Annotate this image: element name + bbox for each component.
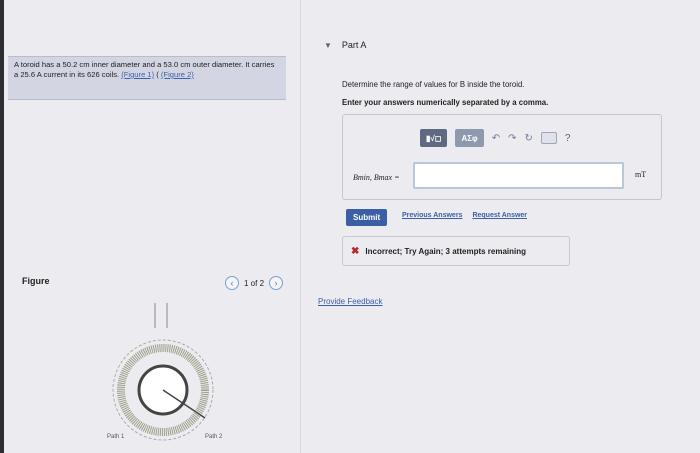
figure-2-link[interactable]: (Figure 2): [160, 70, 194, 79]
status-text: Incorrect; Try Again; 3 attempts remaining: [365, 246, 527, 256]
previous-answers-link[interactable]: Previous Answers: [402, 212, 463, 219]
question-text: Determine the range of values for B inside the toroid.: [342, 80, 525, 89]
submit-button[interactable]: Submit: [346, 209, 387, 226]
path-1-label: Path 1: [107, 434, 125, 440]
panel-divider: [300, 0, 301, 453]
part-title: Part A: [341, 40, 367, 50]
window-edge: [0, 0, 4, 453]
template-button[interactable]: ▮√◻: [420, 129, 447, 147]
incorrect-x-icon: ✖: [351, 245, 360, 257]
problem-text: A toroid has a 50.2 cm inner diameter and a 53.0 cm outer diameter. It carries a 25.6 A current in its 626 coils.: [14, 60, 275, 79]
chevron-left-icon[interactable]: ‹: [225, 276, 239, 290]
toroid-figure: [85, 298, 255, 448]
figure-1-link[interactable]: (Figure 1): [121, 70, 155, 79]
figure-label: Figure: [22, 276, 50, 286]
chevron-right-icon[interactable]: ›: [269, 276, 283, 290]
status-message: [342, 236, 570, 266]
instruction-text: Enter your answers numerically separated by a comma.: [342, 98, 549, 107]
answer-links: [402, 212, 527, 219]
answer-box: [342, 114, 662, 200]
symbols-button[interactable]: ΑΣφ: [455, 129, 483, 147]
collapse-triangle-icon[interactable]: ▼: [324, 40, 332, 50]
problem-statement: A toroid has a 50.2 cm inner diameter and a 53.0 cm outer diameter. It carries a 25.6 A current in its 626 coils. (Figure 1) ( (Figure 2): [8, 56, 286, 100]
answer-label: Bmin, Bmax =: [353, 173, 400, 182]
part-a-header[interactable]: [324, 40, 366, 50]
request-answer-link[interactable]: Request Answer: [472, 212, 528, 219]
math-toolbar: [420, 129, 570, 147]
answer-input[interactable]: [413, 162, 624, 189]
pager-text: 1 of 2: [244, 278, 265, 288]
help-button[interactable]: ?: [564, 132, 571, 144]
figure-pager: [225, 276, 283, 290]
unit-label: mT: [635, 170, 647, 179]
provide-feedback-link[interactable]: Provide Feedback: [318, 297, 383, 306]
keyboard-icon[interactable]: [541, 132, 557, 144]
reset-icon[interactable]: ↻: [524, 132, 533, 144]
path-2-label: Path 2: [205, 434, 223, 440]
redo-icon[interactable]: ↷: [508, 132, 517, 144]
undo-icon[interactable]: ↶: [491, 132, 501, 144]
